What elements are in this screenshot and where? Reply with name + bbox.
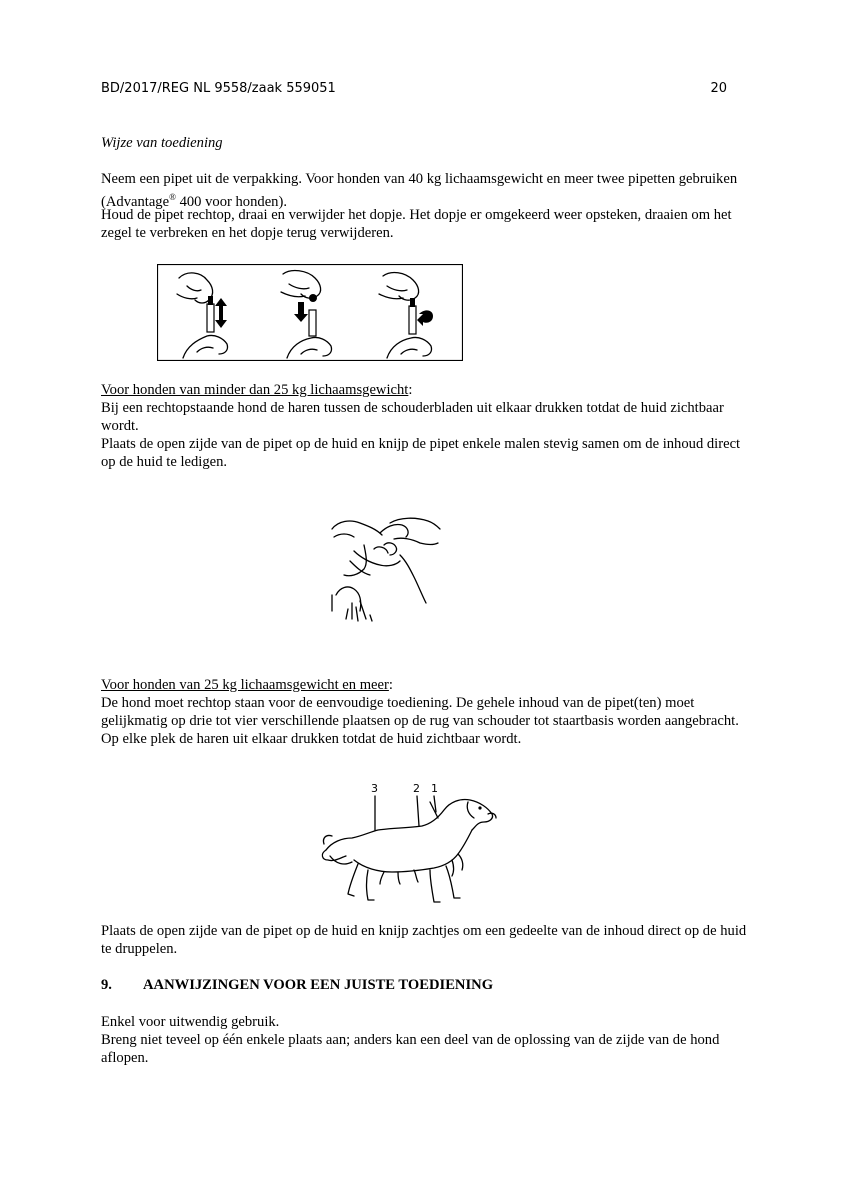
method-heading: Wijze van toediening xyxy=(101,135,223,151)
point-label-2: 2 xyxy=(413,782,420,795)
method-paragraph-1 xyxy=(101,170,751,211)
method-paragraph-1-text: Neem een pipet uit de verpakking. Voor honden van 40 kg lichaamsgewicht en meer twee pipetten gebruiken (Advantage xyxy=(101,171,738,210)
section-9-paragraph-1: Enkel voor uitwendig gebruik. xyxy=(101,1014,280,1030)
point-label-3: 3 xyxy=(371,782,378,795)
small-dogs-paragraph-1: Bij een rechtopstaande hond de haren tussen de schouderbladen uit elkaar drukken totdat de huid zichtbaar wordt. xyxy=(101,400,724,434)
section-9-paragraph-2: Breng niet teveel op één enkele plaats aan; anders kan een deel van de oplossing van de zijde van de hond aflopen. xyxy=(101,1032,720,1066)
section-9-heading xyxy=(101,977,493,994)
large-dogs-paragraph-1: De hond moet rechtop staan voor de eenvoudige toediening. De gehele inhoud van de pipet(ten) moet gelijkmatig op drie tot vier verschillende plaatsen op de rug van schouder tot staartbasis worden aangebracht. Op elke plek de haren uit elkaar drukken totdat de huid zichtbaar wordt. xyxy=(101,695,739,747)
method-paragraph-2: Houd de pipet rechtop, draai en verwijder het dopje. Het dopje er omgekeerd weer opsteken, draaien om het zegel te verbreken en het dopje terug verwijderen. xyxy=(101,207,732,241)
section-number: 9. xyxy=(101,977,112,993)
large-dogs-heading-colon: : xyxy=(388,677,393,693)
small-dogs-paragraph-2: Plaats de open zijde van de pipet op de huid en knijp de pipet enkele malen stevig samen om de inhoud direct op de huid te ledigen. xyxy=(101,436,741,470)
small-dog-application-illustration xyxy=(330,515,445,625)
page-number: 20 xyxy=(710,81,727,96)
small-dogs-heading xyxy=(101,381,751,399)
section-title: AANWIJZINGEN VOOR EEN JUISTE TOEDIENING xyxy=(143,977,494,993)
large-dogs-paragraph-2: Plaats de open zijde van de pipet op de huid en knijp zachtjes om een gedeelte van de inhoud direct op de huid te druppelen. xyxy=(101,923,747,957)
large-dog-application-illustration xyxy=(318,778,508,912)
pipette-opening-illustration xyxy=(157,264,463,361)
document-reference: BD/2017/REG NL 9558/zaak 559051 xyxy=(101,81,336,96)
point-label-1: 1 xyxy=(431,782,438,795)
dog-drawing xyxy=(318,778,508,912)
large-dogs-heading xyxy=(101,676,751,694)
method-paragraph-1-tail: 400 voor honden). xyxy=(175,193,287,210)
pipette-steps-drawing xyxy=(157,264,463,361)
small-dogs-heading-text: Voor honden van minder dan 25 kg lichaamsgewicht xyxy=(101,382,409,398)
small-dogs-heading-colon: : xyxy=(408,382,413,398)
parting-hair-drawing xyxy=(330,515,445,625)
large-dogs-heading-text: Voor honden van 25 kg lichaamsgewicht en meer xyxy=(101,677,389,693)
registered-mark: ® xyxy=(169,192,176,202)
leader-line-2 xyxy=(417,796,419,826)
